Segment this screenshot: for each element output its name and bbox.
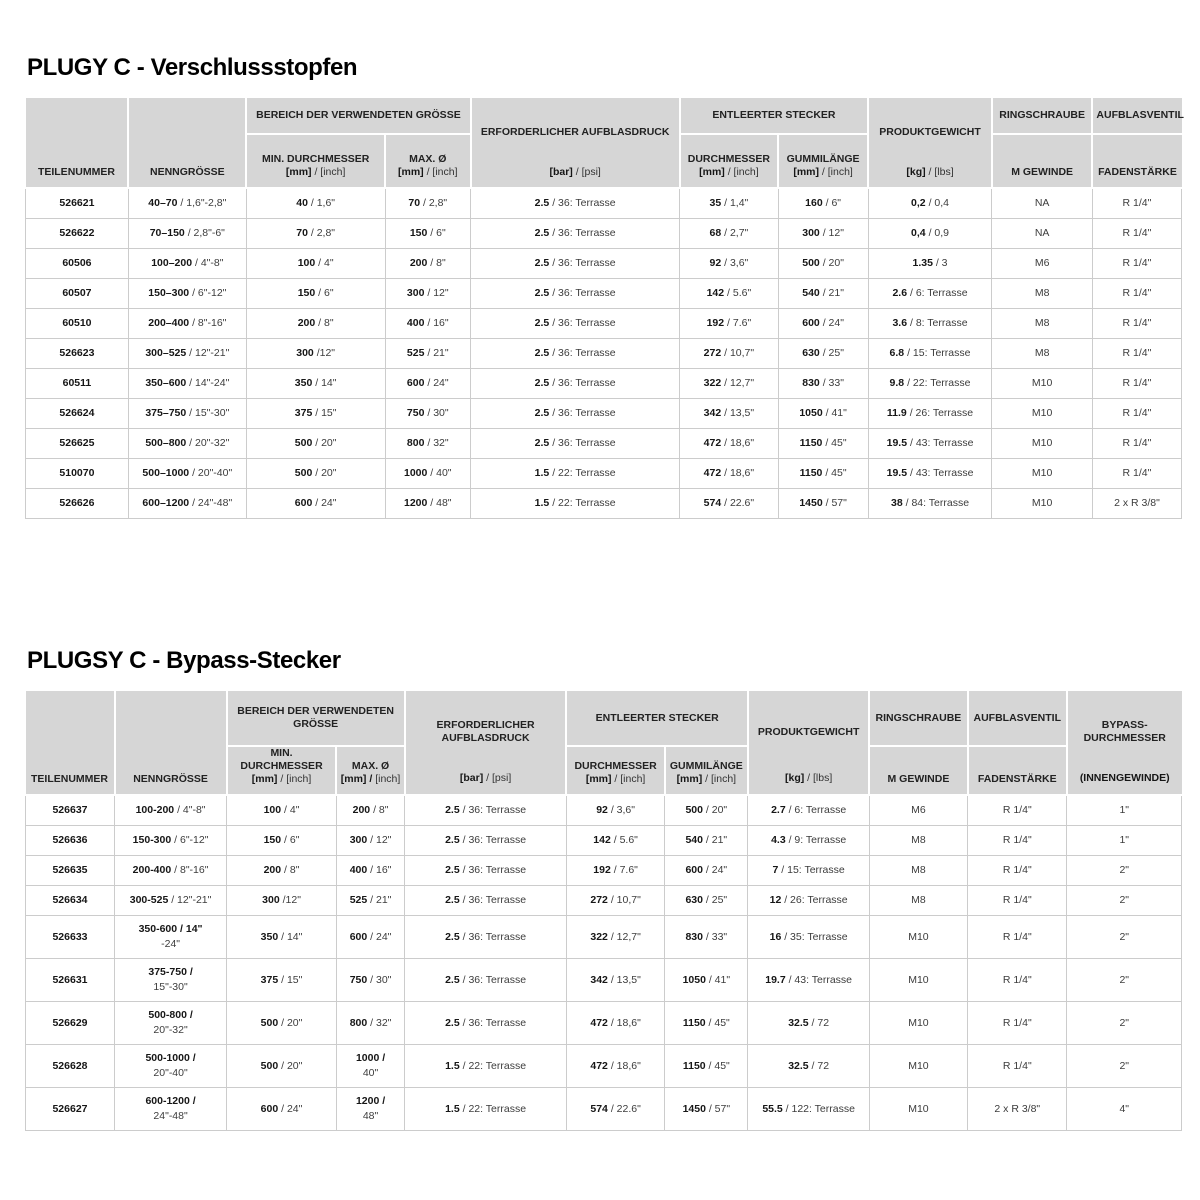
table-cell: 472 / 18,6" <box>566 1045 664 1088</box>
table-cell: 192 / 7.6" <box>566 856 664 886</box>
table-cell: 2" <box>1067 1002 1182 1045</box>
table-cell: M10 <box>869 1002 967 1045</box>
table-cell: 350–600 / 14"-24" <box>128 369 246 399</box>
table-cell: 2.5 / 36: Terrasse <box>405 795 567 826</box>
table-cell: 2" <box>1067 856 1182 886</box>
table-cell: 0,4 / 0,9 <box>868 219 992 249</box>
table-cell: R 1/4" <box>968 856 1067 886</box>
table-cell: 472 / 18,6" <box>680 429 778 459</box>
table-cell: 500 / 20" <box>227 1045 337 1088</box>
table-cell: 525 / 21" <box>336 886 404 916</box>
table-cell: M6 <box>869 795 967 826</box>
table-cell: 60510 <box>26 309 129 339</box>
table-cell: 32.5 / 72 <box>748 1045 869 1088</box>
table-cell: 35 / 1,4" <box>680 188 778 219</box>
table-cell: 150 / 6" <box>385 219 471 249</box>
group-header: RINGSCHRAUBE <box>869 691 967 746</box>
table-cell: 500 / 20" <box>778 249 868 279</box>
table-row <box>26 489 1182 519</box>
table-cell: 472 / 18,6" <box>566 1002 664 1045</box>
plugy-spec-table <box>25 98 1182 519</box>
column-subheader: M GEWINDE <box>869 746 967 795</box>
table-row <box>26 826 1182 856</box>
table-cell: 1450 / 57" <box>665 1088 748 1131</box>
table-cell: R 1/4" <box>968 826 1067 856</box>
table-cell: 630 / 25" <box>778 339 868 369</box>
table-cell: 2.5 / 36: Terrasse <box>471 369 680 399</box>
group-header: ENTLEERTER STECKER <box>566 691 747 746</box>
table-cell: 272 / 10,7" <box>680 339 778 369</box>
table-cell: 142 / 5.6" <box>680 279 778 309</box>
table-cell: 300-525 / 12"-21" <box>115 886 227 916</box>
column-subheader: GUMMILÄNGE [mm] / [inch] <box>665 746 748 795</box>
table-cell: 350 / 14" <box>246 369 385 399</box>
table-cell: 1" <box>1067 795 1182 826</box>
column-header: ERFORDERLICHER AUFBLASDRUCK [bar] / [psi] <box>405 691 567 795</box>
table-cell: R 1/4" <box>968 1045 1067 1088</box>
table-cell: M8 <box>992 279 1093 309</box>
table-row <box>26 429 1182 459</box>
table-cell: 630 / 25" <box>665 886 748 916</box>
table-cell: 375 / 15" <box>227 959 337 1002</box>
table-cell: 2" <box>1067 916 1182 959</box>
table-cell: 800 / 32" <box>385 429 471 459</box>
table-cell: 1050 / 41" <box>778 399 868 429</box>
table-cell: R 1/4" <box>1092 459 1181 489</box>
table-cell: 526633 <box>26 916 115 959</box>
table-cell: 526624 <box>26 399 129 429</box>
table-cell: 830 / 33" <box>778 369 868 399</box>
table-cell: R 1/4" <box>1092 339 1181 369</box>
table-cell: R 1/4" <box>1092 279 1181 309</box>
table-cell: R 1/4" <box>968 1002 1067 1045</box>
table-cell: 2" <box>1067 886 1182 916</box>
table-cell: R 1/4" <box>968 916 1067 959</box>
table-cell: 2.5 / 36: Terrasse <box>471 249 680 279</box>
table-cell: 2.5 / 36: Terrasse <box>405 856 567 886</box>
table-cell: 1.35 / 3 <box>868 249 992 279</box>
table-cell: 2.5 / 36: Terrasse <box>471 429 680 459</box>
table-cell: M8 <box>869 856 967 886</box>
table-cell: 1000 / 40" <box>336 1045 404 1088</box>
table-cell: 92 / 3,6" <box>680 249 778 279</box>
table-cell: M10 <box>869 916 967 959</box>
table-cell: 3.6 / 8: Terrasse <box>868 309 992 339</box>
table-cell: 2" <box>1067 1045 1182 1088</box>
table-cell: 375 / 15" <box>246 399 385 429</box>
table-cell: 19.5 / 43: Terrasse <box>868 459 992 489</box>
table-cell: 200–400 / 8"-16" <box>128 309 246 339</box>
table-cell: 400 / 16" <box>385 309 471 339</box>
table-cell: 2.5 / 36: Terrasse <box>405 1002 567 1045</box>
table-cell: 526627 <box>26 1088 115 1131</box>
table-cell: 342 / 13,5" <box>566 959 664 1002</box>
table-cell: 200 / 8" <box>336 795 404 826</box>
table-cell: 500–1000 / 20"-40" <box>128 459 246 489</box>
table-cell: 500 / 20" <box>665 795 748 826</box>
column-header: PRODUKTGEWICHT [kg] / [lbs] <box>868 98 992 188</box>
table-cell: 11.9 / 26: Terrasse <box>868 399 992 429</box>
table-cell: 375-750 / 15"-30" <box>115 959 227 1002</box>
table-cell: 1150 / 45" <box>665 1045 748 1088</box>
table-cell: 600 / 24" <box>246 489 385 519</box>
table-cell: 0,2 / 0,4 <box>868 188 992 219</box>
table-row <box>26 1088 1182 1131</box>
table-cell: 60511 <box>26 369 129 399</box>
plugy-section <box>25 54 1182 519</box>
table-cell: 574 / 22.6" <box>566 1088 664 1131</box>
table-cell: 300 / 12" <box>778 219 868 249</box>
group-header: ENTLEERTER STECKER <box>680 98 868 134</box>
table-cell: 2 x R 3/8" <box>1092 489 1181 519</box>
table-cell: 2.5 / 36: Terrasse <box>471 339 680 369</box>
table-cell: 350-600 / 14" -24" <box>115 916 227 959</box>
table-cell: 200 / 8" <box>227 856 337 886</box>
table-cell: 1" <box>1067 826 1182 856</box>
table-cell: 160 / 6" <box>778 188 868 219</box>
table-cell: 526621 <box>26 188 129 219</box>
table-cell: 526635 <box>26 856 115 886</box>
table-cell: 60507 <box>26 279 129 309</box>
table-row <box>26 279 1182 309</box>
table-cell: M8 <box>992 309 1093 339</box>
table-cell: 300–525 / 12"-21" <box>128 339 246 369</box>
table-cell: R 1/4" <box>1092 188 1181 219</box>
table-cell: 19.5 / 43: Terrasse <box>868 429 992 459</box>
table-cell: 526622 <box>26 219 129 249</box>
column-header: TEILENUMMER <box>26 98 129 188</box>
table-cell: M10 <box>869 1088 967 1131</box>
table-cell: R 1/4" <box>1092 309 1181 339</box>
table-cell: 9.8 / 22: Terrasse <box>868 369 992 399</box>
table-cell: 322 / 12,7" <box>680 369 778 399</box>
table-cell: 150–300 / 6"-12" <box>128 279 246 309</box>
table-cell: 1450 / 57" <box>778 489 868 519</box>
table-cell: 600–1200 / 24"-48" <box>128 489 246 519</box>
column-subheader: DURCHMESSER [mm] / [inch] <box>680 134 778 188</box>
group-header: AUFBLASVENTIL <box>968 691 1067 746</box>
table-cell: 150 / 6" <box>227 826 337 856</box>
table-cell: 4" <box>1067 1088 1182 1131</box>
table-cell: 1150 / 45" <box>778 459 868 489</box>
table-cell: 574 / 22.6" <box>680 489 778 519</box>
table-cell: 1150 / 45" <box>778 429 868 459</box>
column-header: NENNGRÖSSE <box>115 691 227 795</box>
table-cell: 1150 / 45" <box>665 1002 748 1045</box>
plugy-table-title: PLUGY C - Verschlussstopfen <box>27 54 358 81</box>
table-cell: 526636 <box>26 826 115 856</box>
table-cell: 526629 <box>26 1002 115 1045</box>
table-cell: 60506 <box>26 249 129 279</box>
table-cell: R 1/4" <box>1092 249 1181 279</box>
table-cell: M8 <box>992 339 1093 369</box>
table-row <box>26 188 1182 219</box>
table-cell: R 1/4" <box>968 795 1067 826</box>
table-cell: 350 / 14" <box>227 916 337 959</box>
table-cell: R 1/4" <box>968 886 1067 916</box>
table-cell: 375–750 / 15"-30" <box>128 399 246 429</box>
table-cell: NA <box>992 188 1093 219</box>
table-cell: 510070 <box>26 459 129 489</box>
table-row <box>26 916 1182 959</box>
table-cell: 272 / 10,7" <box>566 886 664 916</box>
table-cell: 1200 / 48" <box>385 489 471 519</box>
table-cell: 342 / 13,5" <box>680 399 778 429</box>
table-cell: 500 / 20" <box>227 1002 337 1045</box>
table-cell: 600 / 24" <box>336 916 404 959</box>
table-cell: 600 / 24" <box>227 1088 337 1131</box>
table-cell: 70 / 2,8" <box>385 188 471 219</box>
table-row <box>26 1002 1182 1045</box>
table-row <box>26 856 1182 886</box>
group-header: AUFBLASVENTIL <box>1092 98 1181 134</box>
table-cell: 526634 <box>26 886 115 916</box>
table-cell: 70 / 2,8" <box>246 219 385 249</box>
plugsy-table-title: PLUGSY C - Bypass-Stecker <box>27 647 341 674</box>
table-cell: 2.7 / 6: Terrasse <box>748 795 869 826</box>
table-cell: 600 / 24" <box>385 369 471 399</box>
table-cell: 2.5 / 36: Terrasse <box>471 219 680 249</box>
table-cell: M10 <box>992 489 1093 519</box>
table-cell: 2.5 / 36: Terrasse <box>471 399 680 429</box>
table-row <box>26 459 1182 489</box>
table-cell: M8 <box>869 886 967 916</box>
table-cell: 472 / 18,6" <box>680 459 778 489</box>
table-cell: R 1/4" <box>968 959 1067 1002</box>
table-cell: 500 / 20" <box>246 429 385 459</box>
table-cell: 526623 <box>26 339 129 369</box>
column-header: PRODUKTGEWICHT [kg] / [lbs] <box>748 691 869 795</box>
table-cell: 32.5 / 72 <box>748 1002 869 1045</box>
table-cell: 600-1200 / 24"-48" <box>115 1088 227 1131</box>
table-cell: 150-300 / 6"-12" <box>115 826 227 856</box>
table-cell: 526637 <box>26 795 115 826</box>
table-row <box>26 886 1182 916</box>
column-subheader: FADENSTÄRKE <box>1092 134 1181 188</box>
table-cell: 55.5 / 122: Terrasse <box>748 1088 869 1131</box>
column-subheader: GUMMILÄNGE [mm] / [inch] <box>778 134 868 188</box>
table-row <box>26 1045 1182 1088</box>
group-header: BEREICH DER VERWENDETEN GRÖSSE <box>246 98 470 134</box>
table-cell: M10 <box>992 429 1093 459</box>
table-cell: 4.3 / 9: Terrasse <box>748 826 869 856</box>
table-cell: 68 / 2,7" <box>680 219 778 249</box>
table-cell: 40 / 1,6" <box>246 188 385 219</box>
table-cell: M6 <box>992 249 1093 279</box>
table-cell: 800 / 32" <box>336 1002 404 1045</box>
column-subheader: MIN. DURCHMESSER [mm] / [inch] <box>227 746 337 795</box>
table-cell: M10 <box>869 959 967 1002</box>
table-row <box>26 959 1182 1002</box>
table-cell: 1.5 / 22: Terrasse <box>405 1045 567 1088</box>
table-cell: 300 / 12" <box>385 279 471 309</box>
table-cell: 200 / 8" <box>385 249 471 279</box>
table-cell: 2.6 / 6: Terrasse <box>868 279 992 309</box>
column-header: BYPASS- DURCHMESSER (INNENGEWINDE) <box>1067 691 1182 795</box>
table-row <box>26 219 1182 249</box>
table-cell: 500-800 / 20"-32" <box>115 1002 227 1045</box>
table-cell: 500-1000 / 20"-40" <box>115 1045 227 1088</box>
table-cell: 2.5 / 36: Terrasse <box>405 916 567 959</box>
table-cell: 1000 / 40" <box>385 459 471 489</box>
table-cell: 2.5 / 36: Terrasse <box>405 959 567 1002</box>
table-cell: M10 <box>869 1045 967 1088</box>
table-cell: 540 / 21" <box>778 279 868 309</box>
table-cell: 540 / 21" <box>665 826 748 856</box>
table-cell: 200-400 / 8"-16" <box>115 856 227 886</box>
table-cell: 400 / 16" <box>336 856 404 886</box>
table-cell: 100 / 4" <box>246 249 385 279</box>
table-row <box>26 309 1182 339</box>
table-cell: 100–200 / 4"-8" <box>128 249 246 279</box>
table-cell: 300 /12" <box>246 339 385 369</box>
table-cell: 38 / 84: Terrasse <box>868 489 992 519</box>
table-cell: 192 / 7.6" <box>680 309 778 339</box>
table-cell: 500–800 / 20"-32" <box>128 429 246 459</box>
table-cell: 1.5 / 22: Terrasse <box>471 459 680 489</box>
table-cell: 1.5 / 22: Terrasse <box>471 489 680 519</box>
table-cell: 2.5 / 36: Terrasse <box>405 826 567 856</box>
table-cell: 750 / 30" <box>336 959 404 1002</box>
table-cell: 2 x R 3/8" <box>968 1088 1067 1131</box>
table-row <box>26 369 1182 399</box>
table-cell: 300 / 12" <box>336 826 404 856</box>
column-subheader: MAX. Ø [mm] / [inch] <box>336 746 404 795</box>
table-cell: 300 /12" <box>227 886 337 916</box>
table-row <box>26 339 1182 369</box>
table-cell: 1200 / 48" <box>336 1088 404 1131</box>
table-cell: 830 / 33" <box>665 916 748 959</box>
table-cell: 40–70 / 1,6"-2,8" <box>128 188 246 219</box>
table-cell: 526626 <box>26 489 129 519</box>
table-cell: 70–150 / 2,8"-6" <box>128 219 246 249</box>
table-row <box>26 399 1182 429</box>
table-cell: 19.7 / 43: Terrasse <box>748 959 869 1002</box>
table-cell: 100-200 / 4"-8" <box>115 795 227 826</box>
table-cell: 525 / 21" <box>385 339 471 369</box>
table-cell: 92 / 3,6" <box>566 795 664 826</box>
plugsy-section <box>25 647 1182 1131</box>
table-cell: 12 / 26: Terrasse <box>748 886 869 916</box>
table-cell: 2.5 / 36: Terrasse <box>471 188 680 219</box>
table-cell: 100 / 4" <box>227 795 337 826</box>
table-cell: 1050 / 41" <box>665 959 748 1002</box>
table-cell: 7 / 15: Terrasse <box>748 856 869 886</box>
table-cell: 16 / 35: Terrasse <box>748 916 869 959</box>
table-cell: 526631 <box>26 959 115 1002</box>
table-cell: R 1/4" <box>1092 369 1181 399</box>
table-cell: NA <box>992 219 1093 249</box>
column-subheader: FADENSTÄRKE <box>968 746 1067 795</box>
table-cell: 2.5 / 36: Terrasse <box>405 886 567 916</box>
table-cell: 750 / 30" <box>385 399 471 429</box>
column-header: NENNGRÖSSE <box>128 98 246 188</box>
table-cell: 6.8 / 15: Terrasse <box>868 339 992 369</box>
table-row <box>26 249 1182 279</box>
table-cell: 150 / 6" <box>246 279 385 309</box>
table-cell: 600 / 24" <box>665 856 748 886</box>
column-subheader: M GEWINDE <box>992 134 1093 188</box>
table-cell: R 1/4" <box>1092 399 1181 429</box>
table-cell: 142 / 5.6" <box>566 826 664 856</box>
table-cell: 600 / 24" <box>778 309 868 339</box>
group-header: BEREICH DER VERWENDETEN GRÖSSE <box>227 691 405 746</box>
column-subheader: DURCHMESSER [mm] / [inch] <box>566 746 664 795</box>
plugsy-spec-table <box>25 691 1182 1131</box>
table-row <box>26 795 1182 826</box>
table-cell: 500 / 20" <box>246 459 385 489</box>
table-cell: M10 <box>992 369 1093 399</box>
table-cell: 2" <box>1067 959 1182 1002</box>
column-subheader: MAX. Ø [mm] / [inch] <box>385 134 471 188</box>
column-subheader: MIN. DURCHMESSER [mm] / [inch] <box>246 134 385 188</box>
table-cell: R 1/4" <box>1092 429 1181 459</box>
table-cell: M10 <box>992 399 1093 429</box>
table-cell: R 1/4" <box>1092 219 1181 249</box>
table-cell: M10 <box>992 459 1093 489</box>
table-cell: 526628 <box>26 1045 115 1088</box>
table-cell: 2.5 / 36: Terrasse <box>471 309 680 339</box>
group-header: RINGSCHRAUBE <box>992 98 1093 134</box>
table-cell: M8 <box>869 826 967 856</box>
table-cell: 526625 <box>26 429 129 459</box>
column-header: ERFORDERLICHER AUFBLASDRUCK [bar] / [psi] <box>471 98 680 188</box>
column-header: TEILENUMMER <box>26 691 115 795</box>
table-cell: 322 / 12,7" <box>566 916 664 959</box>
table-cell: 200 / 8" <box>246 309 385 339</box>
table-cell: 1.5 / 22: Terrasse <box>405 1088 567 1131</box>
table-cell: 2.5 / 36: Terrasse <box>471 279 680 309</box>
